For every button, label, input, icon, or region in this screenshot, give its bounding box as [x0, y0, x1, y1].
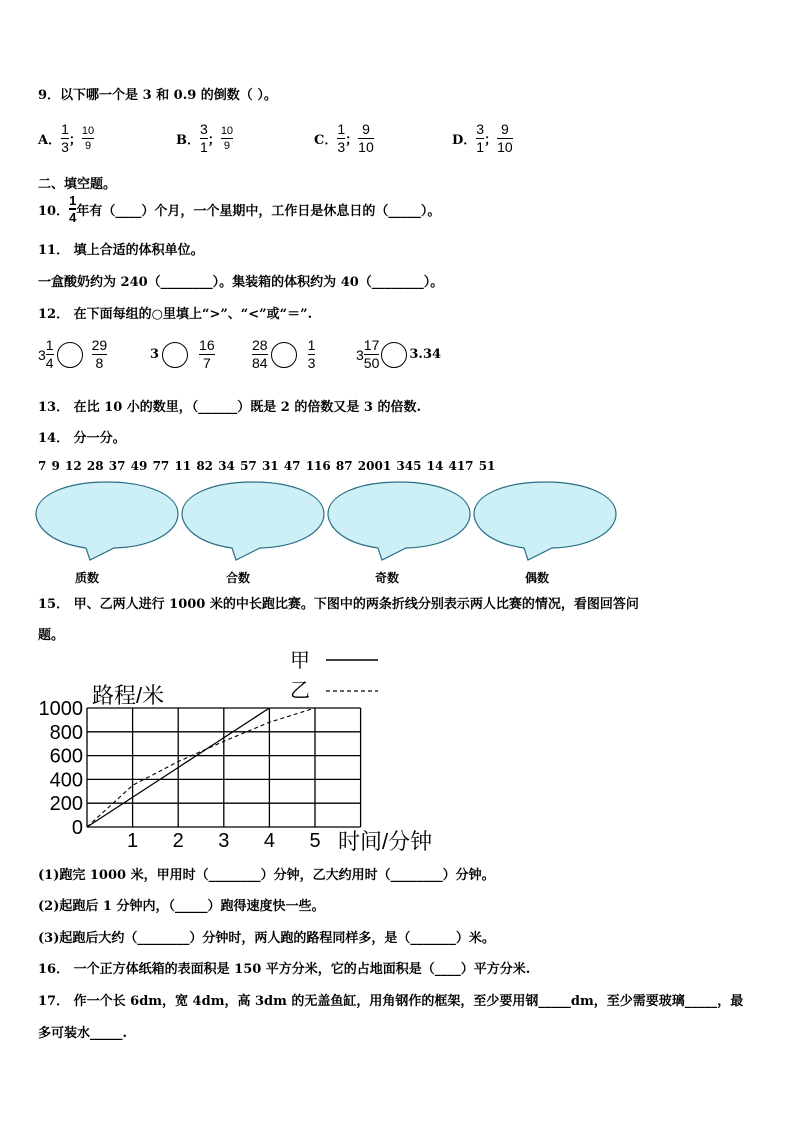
- x-axis-label: 时间/分钟: [338, 829, 433, 854]
- x-tick-label: 3: [218, 830, 230, 852]
- q15-question-line1: 15． 甲、乙两人进行 1000 米的中长跑比赛。下图中的两条折线分别表示两人比赛的情况，看图回答问: [38, 597, 639, 612]
- y-tick-label: 600: [49, 745, 83, 768]
- q15-question-line2: 题。: [38, 628, 65, 643]
- legend: [290, 650, 378, 702]
- q12-group-3: $\frac{28}{84}$ $\frac{1}{3}$: [252, 337, 316, 371]
- q11-title: 11． 填上合适的体积单位。: [38, 243, 204, 258]
- compare-circle[interactable]: [162, 342, 188, 368]
- q15-sub1: (1)跑完 1000 米，甲用时（________）分钟，乙大约用时（________）分钟。: [38, 868, 495, 883]
- y-tick-label: 0: [71, 817, 83, 839]
- chart-series: [87, 708, 315, 827]
- compare-circle[interactable]: [271, 342, 297, 368]
- x-tick-label: 2: [172, 830, 184, 852]
- label-odd: 奇数: [375, 571, 400, 585]
- x-tick-label: 1: [127, 830, 139, 852]
- label-even: 偶数: [525, 571, 550, 585]
- q14-title: 14． 分一分。: [38, 431, 126, 446]
- bubble-composite[interactable]: [182, 482, 324, 560]
- q9-question: 9．以下哪一个是 3 和 0.9 的倒数（ ）。: [38, 88, 277, 103]
- q12-group-4: 3 $\frac{17}{50}$ 3.34: [356, 337, 442, 371]
- q9-option-d: D． $\frac{3}{1}$ ； $\frac{9}{10}$: [452, 121, 513, 155]
- q12-group-2: 3 $\frac{16}{7}$: [150, 337, 215, 371]
- q15-sub2: (2)起跑后 1 分钟内，（_____）跑得速度快一些。: [38, 899, 325, 914]
- series-line-yi: [87, 708, 315, 827]
- bubble-prime[interactable]: [36, 482, 178, 560]
- q9-option-b: B． $\frac{3}{1}$ ； $\frac{10}{9}$: [176, 121, 234, 155]
- distance-time-chart: [30, 645, 450, 857]
- legend-label-jia: 甲: [290, 650, 310, 672]
- x-tick-label: 5: [309, 830, 321, 852]
- bubble-odd[interactable]: [328, 482, 470, 560]
- q15-sub3: (3)起跑后大约（________）分钟时，两人跑的路程同样多，是（_______）米。: [38, 931, 495, 946]
- q12-group-1: 3 $\frac{1}{4}$ $\frac{29}{8}$: [38, 337, 108, 371]
- compare-circle[interactable]: [381, 342, 407, 368]
- bubble-even[interactable]: [474, 482, 616, 560]
- y-axis-label: 路程/米: [92, 683, 165, 708]
- q12-title: 12． 在下面每组的○里填上“>”、“<”或“＝”.: [38, 307, 313, 322]
- q17-question-line2: 多可装水_____.: [38, 1026, 128, 1041]
- q9-option-a: A． $\frac{1}{3}$ ； $\frac{10}{9}$: [38, 121, 95, 155]
- q10-question: 10． $\frac{1}{4}$ 年有（____）个月，一个星期中，工作日是休息日的（_____）。: [38, 193, 441, 225]
- y-tick-label: 1000: [38, 698, 83, 720]
- y-tick-label: 400: [49, 769, 83, 792]
- q9-option-c: C． $\frac{1}{3}$ ； $\frac{9}{10}$: [314, 121, 374, 155]
- legend-label-yi: 乙: [290, 680, 310, 702]
- q14-speech-bubbles: [34, 480, 624, 562]
- q13-question: 13． 在比 10 小的数里，（______）既是 2 的倍数又是 3 的倍数.: [38, 400, 421, 415]
- label-prime: 质数: [75, 571, 100, 585]
- q14-number-list: 7 9 12 28 37 49 77 11 82 34 57 31 47 116 87 2001 345 14 417 51: [38, 459, 496, 473]
- label-composite: 合数: [226, 571, 251, 585]
- section-heading: 二、填空题。: [38, 177, 117, 192]
- q17-question-line1: 17． 作一个长 6dm，宽 4dm，高 3dm 的无盖鱼缸，用角钢作的框架，至少要用钢_____dm，至少需要玻璃_____，最: [38, 994, 744, 1009]
- q11-line: 一盒酸奶约为 240（________）。集装箱的体积约为 40（________）。: [38, 275, 444, 290]
- y-tick-label: 200: [49, 793, 83, 816]
- y-tick-label: 800: [49, 721, 83, 744]
- q16-question: 16． 一个正方体纸箱的表面积是 150 平方分米，它的占地面积是（____）平方分米.: [38, 962, 531, 977]
- compare-circle[interactable]: [57, 342, 83, 368]
- chart-grid: [87, 708, 361, 827]
- x-tick-label: 4: [263, 830, 275, 852]
